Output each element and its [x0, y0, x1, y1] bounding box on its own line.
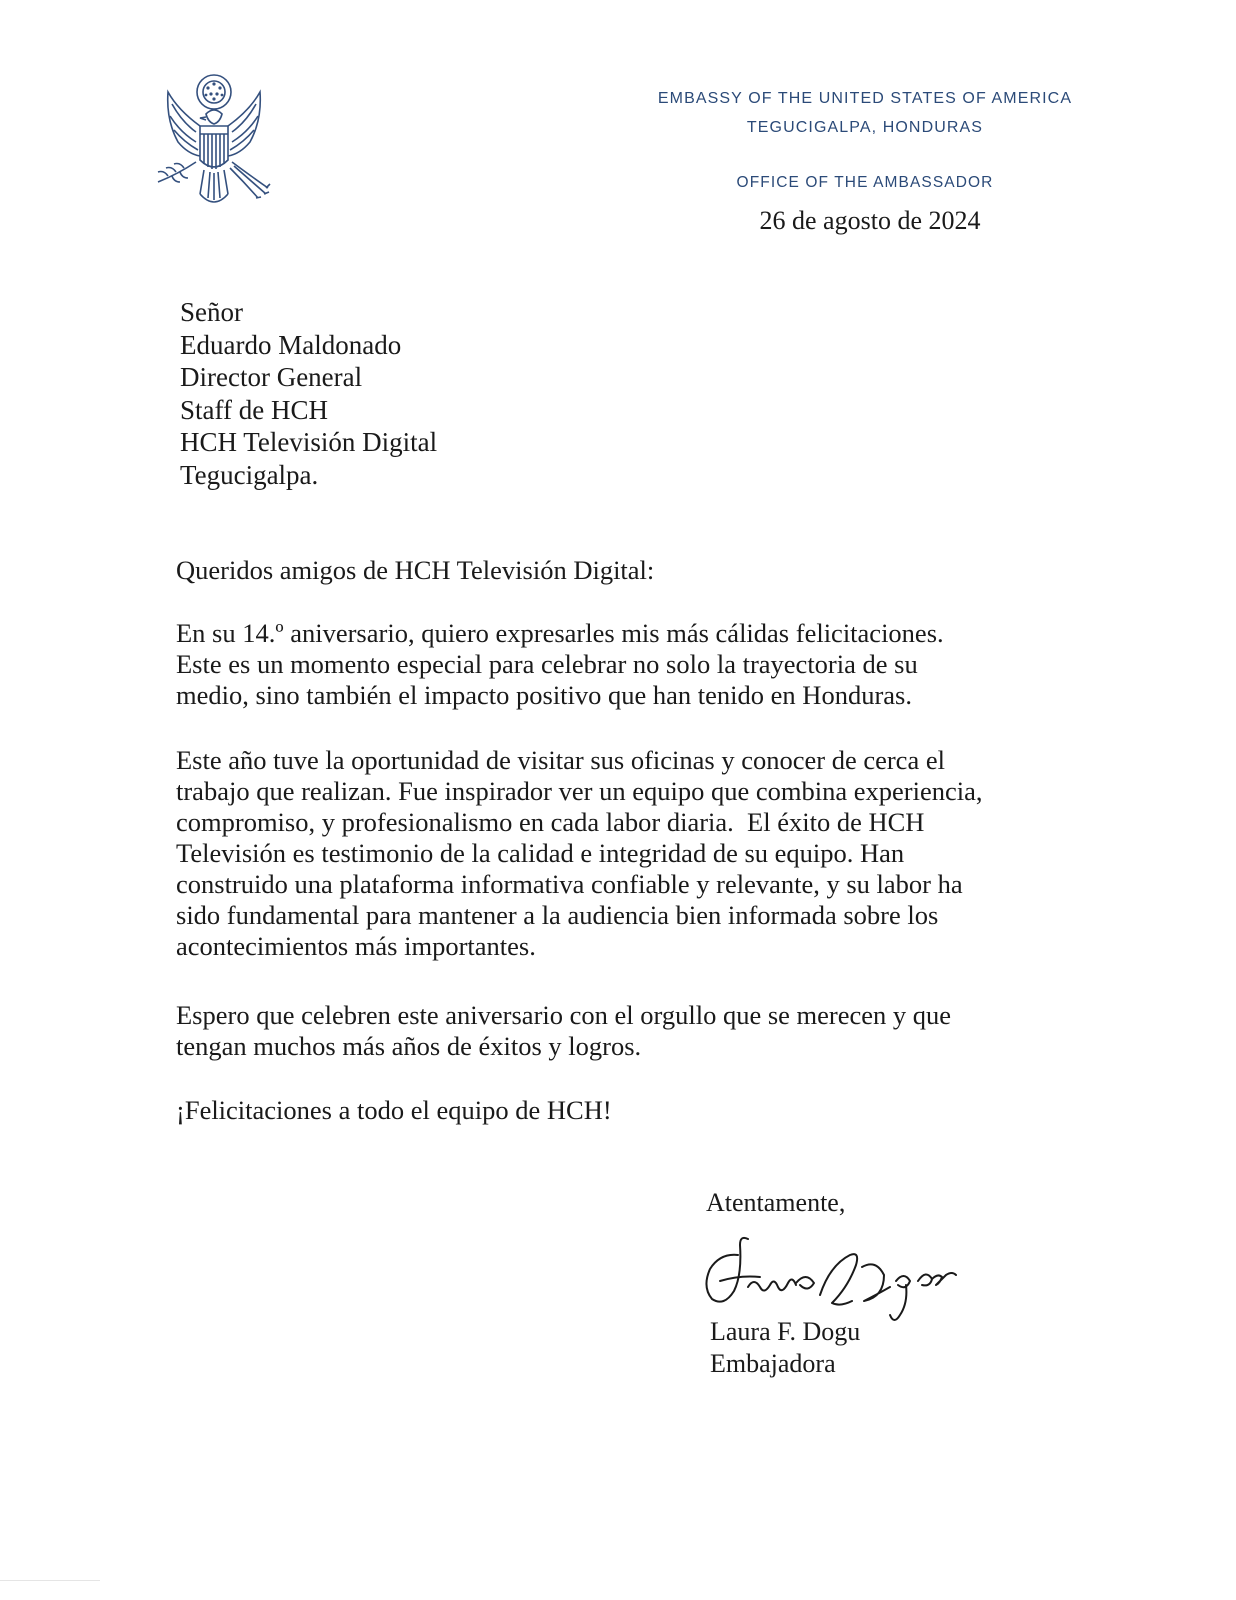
recipient-line: Señor [180, 297, 243, 327]
paragraph-line: Este es un momento especial para celebrar no solo la trayectoria de su [176, 649, 918, 679]
recipient-line: Director General [180, 362, 363, 392]
paragraph-line: ¡Felicitaciones a todo el equipo de HCH! [176, 1095, 612, 1125]
paragraph-line: En su 14.º aniversario, quiero expresarles mis más cálidas felicitaciones. [176, 618, 944, 648]
paragraph [176, 1000, 1076, 1062]
signer-block [710, 1316, 860, 1380]
recipient-line: Eduardo Maldonado [180, 329, 402, 360]
letterhead-city: TEGUCIGALPA, HONDURAS [746, 119, 984, 136]
paragraph-line: Este año tuve la oportunidad de visitar sus oficinas y conocer de cerca el [176, 745, 945, 775]
paragraph [176, 745, 1076, 962]
recipient-line: HCH Televisión Digital [180, 427, 438, 457]
paragraph-line: acontecimientos más importantes. [176, 931, 536, 961]
salutation: Queridos amigos de HCH Televisión Digital: [176, 555, 655, 585]
paragraph-line: tengan muchos más años de éxitos y logros. [176, 1031, 642, 1061]
signer-title: Embajadora [710, 1349, 836, 1378]
paragraph [176, 1095, 1076, 1126]
paragraph-line: trabajo que realizan. Fue inspirador ver un equipo que combina experiencia, [176, 776, 983, 806]
letterhead-office: OFFICE OF THE AMBASSADOR [736, 174, 994, 191]
letter-date: 26 de agosto de 2024 [759, 206, 981, 235]
paragraph-line: medio, sino también el impacto positivo que han tenido en Honduras. [176, 680, 912, 710]
paragraph-line: construido una plataforma informativa confiable y relevante, y su labor ha [176, 869, 963, 899]
recipient-line: Tegucigalpa. [180, 459, 319, 490]
signer-name: Laura F. Dogu [710, 1317, 861, 1346]
recipient-line: Staff de HCH [180, 394, 328, 425]
paragraph-line: compromiso, y profesionalismo en cada labor diaria. El éxito de HCH [176, 807, 925, 837]
paragraph-line: Espero que celebren este aniversario con el orgullo que se merecen y que [176, 1000, 952, 1030]
page-edge-mark [0, 1580, 100, 1581]
paragraph [176, 618, 1076, 711]
closing: Atentamente, [706, 1188, 846, 1217]
letterhead-embassy: EMBASSY OF THE UNITED STATES OF AMERICA [657, 90, 1073, 107]
paragraph-line: Televisión es testimonio de la calidad e integridad de su equipo. Han [176, 838, 905, 868]
great-seal-eagle-icon [148, 70, 280, 215]
paragraph-line: sido fundamental para mantener a la audiencia bien informada sobre los [176, 900, 939, 930]
recipient-address [180, 296, 437, 491]
